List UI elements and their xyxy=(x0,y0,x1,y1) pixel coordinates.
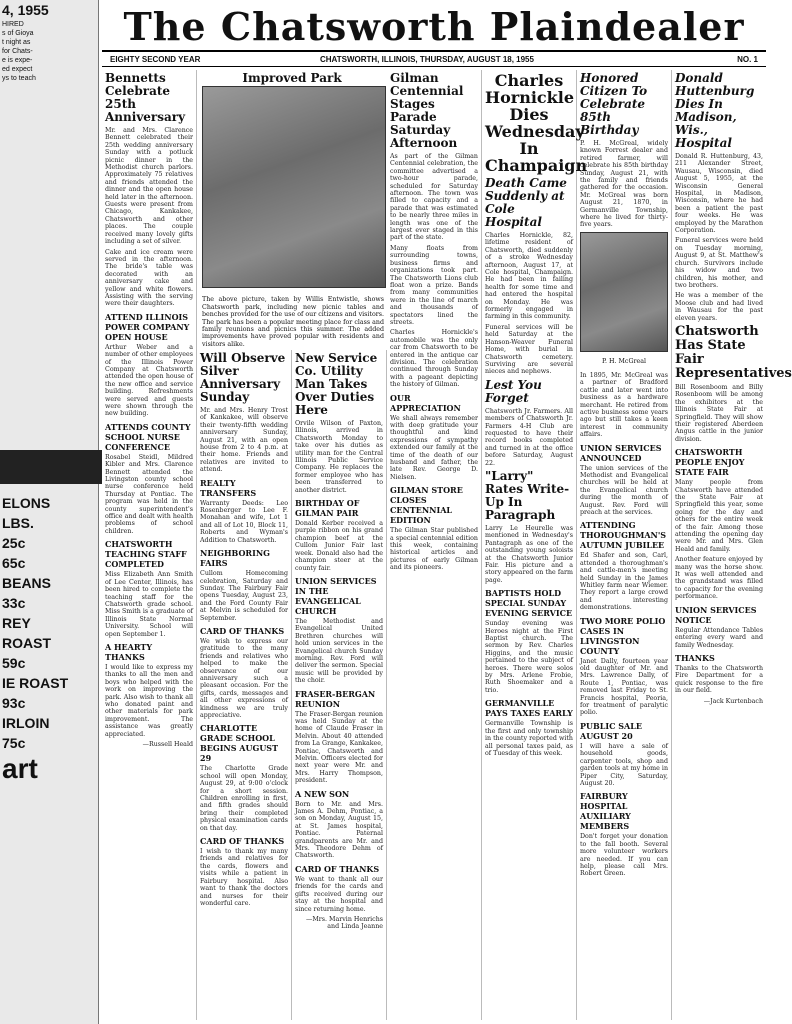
lead-headline: Charles Hornickle Dies Wednesday In Champaign xyxy=(485,71,588,175)
column-7 xyxy=(672,70,792,1020)
article-subhead: UNION SERVICES ANNOUNCED xyxy=(580,442,662,463)
column-1 xyxy=(102,70,197,1020)
article-subhead: CHATSWORTH TEACHING STAFF COMPLETED xyxy=(105,539,187,570)
article-subhead: CHATSWORTH PEOPLE ENJOY STATE FAIR xyxy=(675,447,745,478)
signature: —Jack Kurtenbach xyxy=(703,697,763,705)
article-body: Funeral services will be held Saturday at the Hanson-Weaver Funeral Home, with burial in Chatsworth cemetery. Surviving are several nieces and nephews. xyxy=(485,323,573,376)
newspaper-page xyxy=(102,0,792,1024)
photo-headline: Improved Park xyxy=(242,71,342,85)
article-body: Cake and ice cream were served in the afternoon. The bride's table was decorated with an anniversary cake and yellow and white flowers. Assisting with the serving were their daughters. xyxy=(105,248,193,308)
article-subhead: CHARLOTTE GRADE SCHOOL BEGINS AUGUST 29 xyxy=(200,723,279,764)
article-headline: Chatsworth Has State Fair Representatives xyxy=(675,323,792,381)
article-body: Mr. and Mrs. Henry Trost of Kankakee, will observe their twenty-fifth wedding anniversary Sunday, August 21, with an open house from 2 to 4 p.m. at their home. Friends and relatives are invited to attend. xyxy=(200,407,288,474)
article-body: We wish to express our gratitude to the many friends and relatives who helped to make the observance of our anniversary such a pleasant occasion. For the gifts, cards, messages and all other expressions of kindness we are truly appreciative. xyxy=(200,637,288,719)
newspaper-masthead: The Chatsworth Plaindealer xyxy=(123,4,745,49)
article-headline: New Service Co. Utility Man Takes Over Duties Here xyxy=(295,351,378,417)
article-body: Don't forget your donation to the fall booth. Several more volunteer workers are needed. If you can help, please call Mrs. Robert Green. xyxy=(580,833,668,878)
edge-text: s of Gioya xyxy=(2,30,34,37)
signature: —Russell Heald xyxy=(142,741,193,748)
article-body: Arthur Weber and a number of other employees of the Illinois Power Company at Chatsworth attended the open house of the new office and service building. Refreshments were served and guests were shown through the new building. xyxy=(105,343,193,418)
article-body: Many floats from surrounding towns, business firms and organizations took part. The Chatsworth Lions club float won a prize. Bands from many communities were in the line of march and thousands of spectators lined the streets. xyxy=(390,244,478,326)
photo-caption: The above picture, taken by Willis Entwistle, shows Chatsworth park, including new picnic tables and benches provided for the use of our citizens and visitors. The park has been a popular meeting place for class and family reunions and picnics this summer. The added improvements have proved popular with residents and visitors alike. xyxy=(202,296,384,348)
issue-number: NO. 1 xyxy=(737,55,758,64)
edge-label: 65c xyxy=(2,555,26,571)
article-body: Warranty Deeds: Leo Rosenberger to Lee F. Monahan and wife, Lot 1 and all of Lot 10, Block 11, Roberts and Wyman's Addition to Chatsworth. xyxy=(200,499,288,544)
portrait-photo xyxy=(580,232,668,352)
article-subhead: BAPTISTS HOLD SPECIAL SUNDAY EVENING SERVICE xyxy=(485,588,573,619)
article-subhead: PUBLIC SALE AUGUST 20 xyxy=(580,720,642,741)
article-body: Donald Kerber received a purple ribbon on his grand champion beef at the Cullom Junior Fair last week. Donald also had the champion steer at the county fair. xyxy=(295,520,383,572)
signature: —Mrs. Marvin Henrichs and Linda Jeanne xyxy=(306,915,383,931)
edge-label: art xyxy=(2,753,38,784)
column-3 xyxy=(292,350,387,1020)
adjacent-page-fragment xyxy=(0,0,99,1024)
edge-text: for Chats- xyxy=(2,48,33,55)
edge-label: ROAST xyxy=(2,635,51,651)
article-subhead: NEIGHBORING FAIRS xyxy=(200,548,270,569)
article-body: Cullom Homecoming celebration, Saturday and Sunday. The Fairbury Fair opens Tuesday, August 23, and the Ford County Fair at Melvin is scheduled for September. xyxy=(200,570,288,622)
edge-label: 75c xyxy=(2,735,26,751)
edge-text: ed expect xyxy=(2,66,33,73)
article-subhead: UNION SERVICES NOTICE xyxy=(675,604,757,625)
article-subhead: OUR APPRECIATION xyxy=(390,392,461,413)
column-2 xyxy=(197,350,292,1020)
article-headline: Lest You Forget xyxy=(485,377,542,405)
article-subhead: FRASER-BERGAN REUNION xyxy=(295,688,376,709)
article-body: The Fraser-Bergan reunion was held Sunday at the home of Claude Fraser in Melvin. About 40 attended from La Grange, Kankakee, Pontiac, Chatsworth and Melvin. Officers elected for next year were Mr. and Mrs. Harry Thompson, president. xyxy=(295,710,384,785)
article-subhead: CARD OF THANKS xyxy=(200,625,285,636)
edge-label: 93c xyxy=(2,695,26,711)
article-subhead: REALTY TRANSFERS xyxy=(200,477,257,498)
photo-caption: P. H. McGreal xyxy=(602,358,646,366)
column-5 xyxy=(482,70,588,1020)
edge-text: t night as xyxy=(2,39,31,46)
article-body: Donald R. Huttenburg, 43, 211 Alexander Street, Wausau, Wisconsin, died August 5, 1955, at the Wisconsin General Hospital, in Madison, Wisconsin, where he had been a patient the past four weeks. He was employed by the Marathon Corporation. xyxy=(675,153,763,235)
article-subhead: ATTENDS COUNTY SCHOOL NURSE CONFERENCE xyxy=(105,421,191,452)
article-body: As part of the Gilman Centennial celebration, the committee advertised a two-hour parade, scheduled for Saturday afternoon. The town was filled to capacity and a parade that was estimated to be nearly three miles in length was one of the largest ever staged in this part of the state. xyxy=(390,153,478,242)
article-body: Funeral services were held on Tuesday morning, August 9, at St. Matthew's church. Survivors include his widow and two children, his mother, and two brothers. xyxy=(675,237,763,289)
article-body: Mr. and Mrs. Clarence Bennett celebrated their 25th wedding anniversary Sunday with a potluck picnic dinner in the Methodist church parlors. Approximately 75 relatives and friends attended the dinner and the open house held later in the afternoon. Guests were present from Chicago, Kankakee, Chatsworth and other places. The couple received many lovely gifts including a set of silver. xyxy=(105,127,193,246)
column-6 xyxy=(577,70,672,1020)
article-body: In 1895, Mr. McGreal was a partner of Bradford cattle and later went into business as a hardware merchant. He retired from active business some years ago but still takes a keen interest in community affairs. xyxy=(580,371,668,439)
article-subhead: UNION SERVICES IN THE EVANGELICAL CHURCH xyxy=(295,575,377,616)
article-headline: Bennetts Celebrate 25th Anniversary xyxy=(105,71,186,124)
park-photo xyxy=(202,86,386,288)
article-body: I will have a sale of household goods, carpenter tools, shop and garden tools at my home in Piper City, Saturday, August 20. xyxy=(580,742,668,787)
edge-label: 59c xyxy=(2,655,26,671)
article-body: Charles Hornickle's automobile was the only car from Chatsworth to be entered in the antique car division. The celebration continued through Sunday with a pageant depicting the history of Gilman. xyxy=(390,329,478,389)
article-body: I would like to express my thanks to all the men and boys who helped with the work on improving the park. Also wish to thank all who donated paint and other materials for park improvement. The assistance was greatly appreciated. xyxy=(105,663,193,738)
article-body: The Methodist and Evangelical United Brethren churches will hold union services in the Evangelical church Sunday morning. Rev. Ford will deliver the sermon. Special music will be provided by the choir. xyxy=(295,617,383,685)
edge-label: REY xyxy=(2,615,31,631)
article-body: Larry Le Heurelle was mentioned in Wednesday's Pantagraph as one of the outstanding young soloists at the Chatsworth Junior Fair. His picture and a story appeared on the farm page. xyxy=(485,524,573,584)
article-body: Rosabel Steidl, Mildred Kibler and Mrs. Clarence Bennett attended the Livingston county school nurse conference held Thursday at Pontiac. The program was held in the county superintendent's office and dealt with health problems of school children. xyxy=(105,453,193,535)
article-body: We shall always remember with deep gratitude your thoughtful and kind expressions of sympathy extended our family at the time of the death of our husband and father, the late Rev. George D. Nielsen. xyxy=(390,414,478,481)
article-body: Orvile Wilson of Paxton, Illinois, arrived in Chatsworth Monday to take over his duties as utility man for the Central Illinois Public Service Company. He replaces the former employee who has been transferred to another district. xyxy=(295,420,383,494)
article-body: The union services of the Methodist and Evangelical churches will be held at the Evangelical church during the month of August. Rev. Ford will preach at the services. xyxy=(580,464,668,516)
edition-label: EIGHTY SECOND YEAR xyxy=(110,55,201,64)
edge-label: 25c xyxy=(2,535,26,551)
article-body: Bill Rosenboom and Billy Rosenboom will be among the exhibitors at the Illinois State Fair at Springfield. They will show their registered Aberdeen Angus cattle in the junior division. xyxy=(675,383,763,443)
article-headline: Donald Huttenburg Dies In Madison, Wis., Hospital xyxy=(675,71,755,150)
article-subhead: A HEARTY THANKS xyxy=(105,641,153,662)
article-subhead: ATTEND ILLINOIS POWER COMPANY OPEN HOUSE xyxy=(105,311,190,342)
article-subhead: BIRTHDAY OF GILMAN PAIR xyxy=(295,498,360,519)
article-body: I wish to thank my many friends and relatives for the cards, flowers and visits while a patient in Fairbury hospital. Also want to thank the doctors and nurses for their wonderful care. xyxy=(200,848,288,907)
photo-caption-block xyxy=(202,290,384,346)
place-date: CHATSWORTH, ILLINOIS, THURSDAY, AUGUST 18, 1955 xyxy=(320,55,534,64)
column-4 xyxy=(387,70,482,1020)
edge-label: IE ROAST xyxy=(2,675,69,691)
article-body: Germanville Township is the first and only township in the county reported with all personal taxes paid, as of Tuesday of this week. xyxy=(485,720,573,757)
article-body: Miss Elizabeth Ann Smith of Lee Center, Illinois, has been hired to complete the teaching staff for the Chatsworth grade school. Miss Smith is a graduate of Illinois State Normal University. School will open September 1. xyxy=(105,571,193,638)
article-body: The Gilman Star published a special centennial edition this week, containing historical articles and pictures of early Gilman and its pioneers. xyxy=(390,527,478,572)
article-subhead: A NEW SON xyxy=(295,788,350,799)
article-subhead: FAIRBURY HOSPITAL AUXILIARY MEMBERS xyxy=(580,791,631,832)
article-body: Janet Dally, fourteen year old daughter of Mr. and Mrs. Lawrence Dally, of Route 1, Pontiac, was removed last Friday to St. Francis hospital, Peoria, for treatment of paralytic polio. xyxy=(580,657,668,717)
article-subhead: THANKS xyxy=(675,652,715,663)
edge-label: LBS. xyxy=(2,515,34,531)
article-body: The Charlotte Grade school will open Monday, August 29, at 9:00 o'clock for a short session. Children enrolling in first, and fifth grades should bring their completed physical examination cards on that day. xyxy=(200,765,288,832)
edge-text: ys to teach xyxy=(2,75,36,82)
article-deck: Death Came Suddenly at Cole Hospital xyxy=(485,176,567,229)
article-subhead: CARD OF THANKS xyxy=(295,863,380,874)
edge-text: 4, 1955 xyxy=(2,2,49,18)
article-body: He was a member of the Moose club and had lived in Wausau for the past eleven years. xyxy=(675,292,763,322)
article-subhead: GILMAN STORE CLOSES CENTENNIAL EDITION xyxy=(390,485,463,526)
edge-text: e is expe- xyxy=(2,57,33,64)
article-body: P. H. McGreal, widely known Forrest dealer and retired farmer, will celebrate his 85th birthday Sunday, August 21, with the family and friends gathered for the occasion. Mr. McGreal was born August 21, 1870, in Germanville Township, where he lived for thirty-five years. xyxy=(580,140,668,229)
article-body: Sunday evening was Heroes night at the First Baptist church. The sermon by Rev. Charles Higgins, and the music pertained to the subject of heroes. There were solos by Mrs. Arlene Frobie, Ruth Shoemaker and a trio. xyxy=(485,620,573,694)
article-body: We want to thank all our friends for the cards and gifts received during our stay at the hospital and since returning home. xyxy=(295,875,383,913)
edge-label: BEANS xyxy=(2,575,52,591)
article-subhead: CARD OF THANKS xyxy=(200,836,285,847)
article-headline: Honored Citizen To Celebrate 85th Birthday xyxy=(580,71,648,137)
edge-label: IRLOIN xyxy=(2,715,50,731)
article-body: Chatsworth Jr. Farmers. All members of Chatsworth Jr. Farmers 4-H Club are requested to have their record books completed and turned in at the office before Saturday, August 22. xyxy=(485,407,573,467)
article-body: Many people from Chatsworth have attended the State Fair at Springfield this year, some going for the day and others for the entire week of the fair. Among those attending the opening day were Mr. and Mrs. Glen Heald and family. xyxy=(675,479,763,553)
article-subhead: GERMANVILLE PAYS TAXES EARLY xyxy=(485,698,573,719)
article-body: Regular Attendance Tables entering every ward and family Wednesday. xyxy=(675,626,763,649)
article-headline: Will Observe Silver Anniversary Sunday xyxy=(200,351,286,404)
article-subhead: TWO MORE POLIO CASES IN LIVINGSTON COUNTY xyxy=(580,615,666,656)
article-body: Thanks to the Chatsworth Fire Department for a quick response to the fire in our field. xyxy=(675,664,763,695)
article-body: Ed Shafer and son, Carl, attended a thoroughman's and cattle-men's meeting held Sunday in the James Whitley farm near Wiemer. They report a large crowd and interesting demonstrations. xyxy=(580,552,668,612)
article-headline: Gilman Centennial Stages Parade Saturday Afternoon xyxy=(390,71,464,150)
edge-black-band xyxy=(0,450,102,484)
edge-label: ELONS xyxy=(2,495,51,511)
article-headline: "Larry" Rates Write-Up In Paragraph xyxy=(485,468,570,522)
article-body: Born to Mr. and Mrs. James A. Dehm, Pontiac, a son on Monday, August 15, at St. James hospital, Pontiac. Paternal grandparents are Mr. and Mrs. Theodore Dehm of Chatsworth. xyxy=(295,800,383,860)
edge-text: HIRED xyxy=(2,21,24,28)
dateline-bar xyxy=(102,50,766,67)
article-body: Charles Hornickle, 82, lifetime resident of Chatsworth, died suddenly of a stroke Wednesday afternoon, August 17, at Cole hospital, Champaign. He had been in failing health for some time and had entered the hospital on Monday. He was formerly engaged in farming in this community. xyxy=(485,232,573,321)
edge-label: 33c xyxy=(2,595,26,611)
article-subhead: ATTENDING THOROUGHMAN'S AUTUMN JUBILEE xyxy=(580,520,667,551)
article-body: Another feature enjoyed by many was the horse show. It was well attended and the grandstand was filled to capacity for the evening performance. xyxy=(675,556,763,601)
